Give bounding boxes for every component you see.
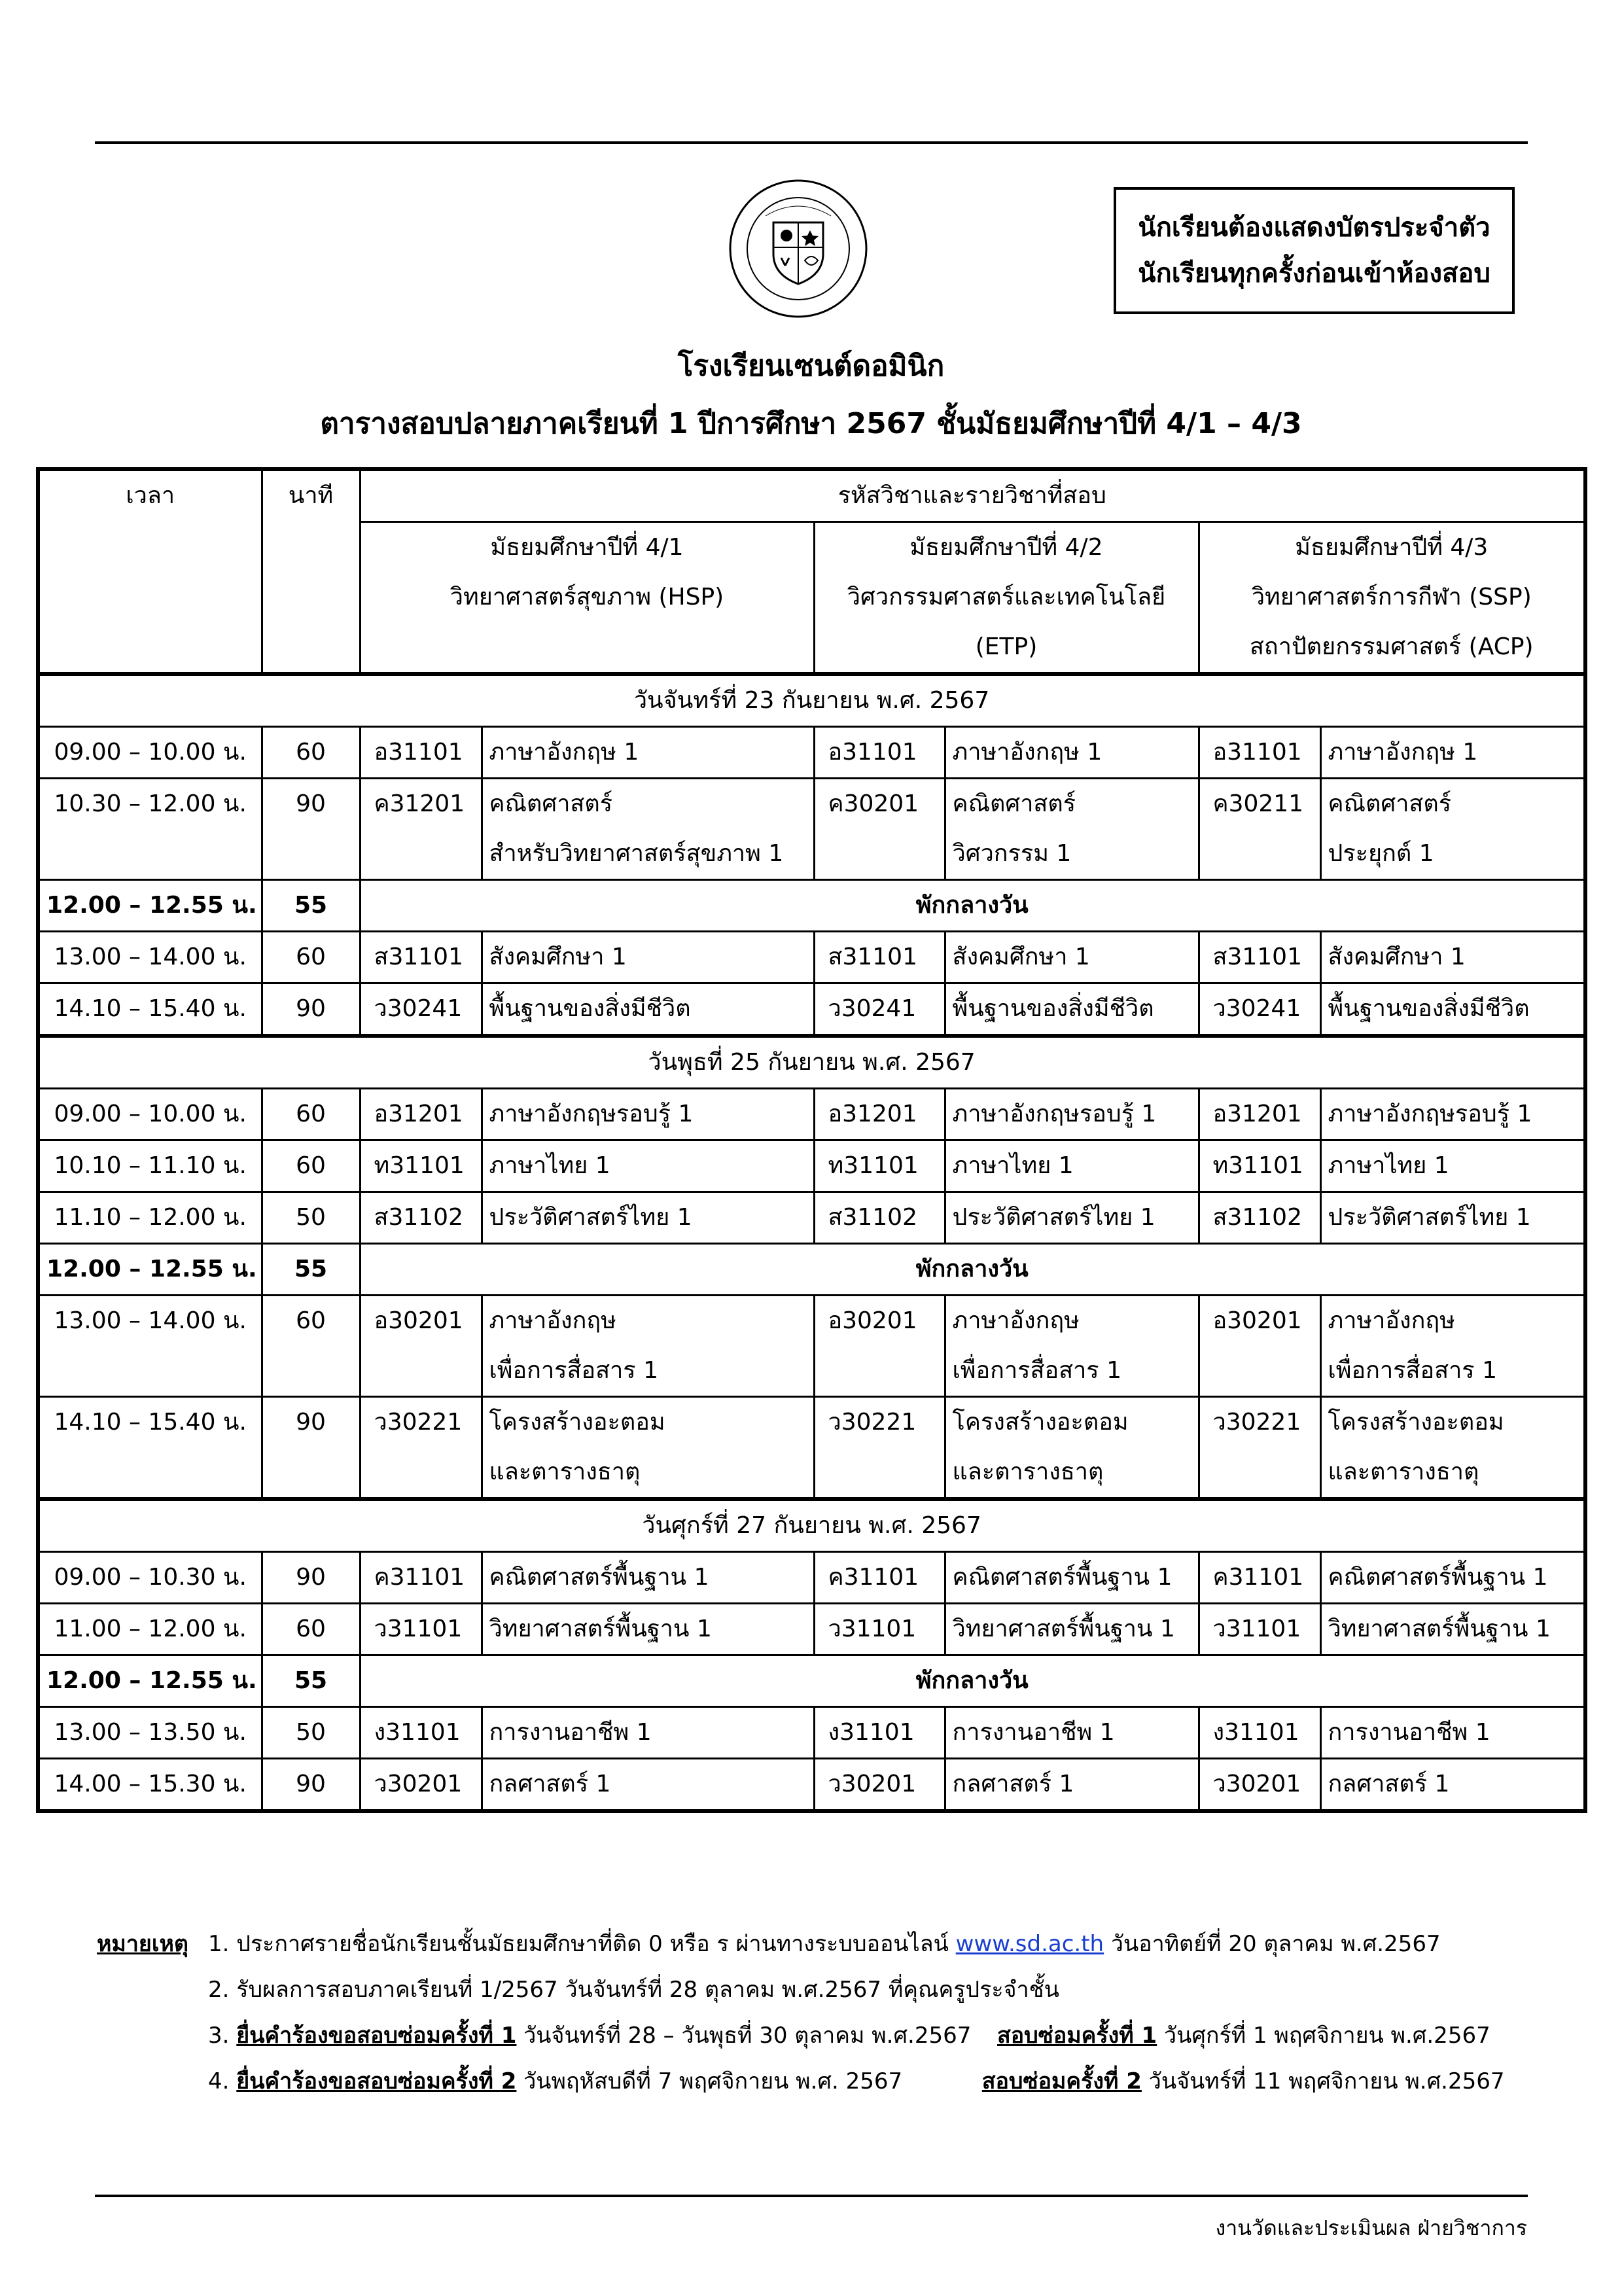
subject-name [482,1604,814,1655]
subject-name-line: เพื่อการสื่อสาร 1 [489,1357,658,1384]
subject-code: ว30201 [814,1759,945,1812]
subject-code: ว30221 [814,1397,945,1500]
subject-code: ว31101 [1199,1604,1320,1655]
notes-label: หมายเหตุ [97,1931,188,1957]
time-cell: 13.00 – 14.00 น. [38,932,262,983]
subject-name [1320,727,1585,779]
subject-name-line: วิทยาศาสตร์พื้นฐาน 1 [1328,1616,1551,1642]
lunch-break: พักกลางวัน [360,1655,1585,1707]
subject-name-line: การงานอาชีพ 1 [952,1719,1115,1746]
subject-name-line: ภาษาอังกฤษ [952,1307,1080,1334]
subject-name-line: ภาษาไทย 1 [1328,1152,1449,1179]
note-3-retest-label: สอบซ่อมครั้งที่ 1 [997,2022,1157,2049]
subject-name-line: และตารางธาตุ [1328,1458,1479,1485]
subject-name-line: โครงสร้างอะตอม [952,1409,1129,1436]
subject-code: ค31201 [360,779,482,880]
exam-row [38,1759,1585,1812]
class-4-3-level: มัธยมศึกษาปีที่ 4/3 [1295,534,1489,561]
time-cell: 09.00 – 10.30 น. [38,1552,262,1604]
subject-code: ส31101 [814,932,945,983]
table-header-row-1 [38,469,1585,522]
subject-name [945,1192,1199,1244]
lunch-break: พักกลางวัน [360,1244,1585,1296]
subject-name [1320,1089,1585,1140]
minutes-cell: 60 [262,1089,360,1140]
subject-name [482,983,814,1036]
subject-name-line: เพื่อการสื่อสาร 1 [1328,1357,1497,1384]
top-divider [95,141,1528,144]
subject-name-line: ภาษาอังกฤษ [489,1307,616,1334]
subject-code: ว30241 [360,983,482,1036]
subject-name-line: และตารางธาตุ [952,1458,1104,1485]
lunch-break: พักกลางวัน [360,880,1585,932]
minutes-cell: 90 [262,779,360,880]
subject-name-line: ภาษาไทย 1 [489,1152,610,1179]
subject-name-line: ภาษาอังกฤษ [1328,1307,1455,1334]
minutes-cell: 55 [262,880,360,932]
note-4-request-date: วันพฤหัสบดีที่ 7 พฤศจิกายน พ.ศ. 2567 [523,2068,903,2094]
class-4-2-level: มัธยมศึกษาปีที่ 4/2 [909,534,1103,561]
website-link[interactable]: www.sd.ac.th [955,1931,1104,1957]
subject-name [482,1552,814,1604]
subject-name-line: ภาษาอังกฤษ 1 [489,739,639,766]
subject-name-line: คณิตศาสตร์ [1328,790,1452,817]
note-4-retest-label: สอบซ่อมครั้งที่ 2 [981,2068,1142,2094]
exam-row [38,1707,1585,1759]
class-4-2-program-code: (ETP) [975,633,1038,660]
note-4-request-label: ยื่นคำร้องขอสอบซ่อมครั้งที่ 2 [236,2068,517,2094]
time-cell: 12.00 – 12.55 น. [38,880,262,932]
subject-name-line: กลศาสตร์ 1 [489,1771,611,1797]
subject-name-line: ภาษาอังกฤษรอบรู้ 1 [952,1101,1157,1127]
subject-name-line: คณิตศาสตร์ [952,790,1076,817]
subject-code: ค31101 [814,1552,945,1604]
exam-row [38,1552,1585,1604]
subject-code: ว30201 [360,1759,482,1812]
subject-name [1320,1397,1585,1500]
note-3-number: 3. [208,2022,230,2049]
subject-name [945,1759,1199,1812]
subject-name [945,1296,1199,1397]
note-1-date: วันอาทิตย์ที่ 20 ตุลาคม พ.ศ.2567 [1110,1931,1441,1957]
subject-name [1320,1759,1585,1812]
subject-name [482,1397,814,1500]
note-2-text: 2. รับผลการสอบภาคเรียนที่ 1/2567 วันจันทร์ที่ 28 ตุลาคม พ.ศ.2567 ที่คุณครูประจำชั้น [208,1977,1059,2003]
subject-name-line: ภาษาอังกฤษรอบรู้ 1 [489,1101,694,1127]
header-class-4-3 [1199,522,1585,675]
subject-code: อ31201 [1199,1089,1320,1140]
subject-name [945,1552,1199,1604]
note-3-retest-date: วันศุกร์ที่ 1 พฤศจิกายน พ.ศ.2567 [1164,2022,1490,2049]
note-3-request-label: ยื่นคำร้องขอสอบซ่อมครั้งที่ 1 [236,2022,517,2049]
subject-code: อ30201 [360,1296,482,1397]
note-3-request-date: วันจันทร์ที่ 28 – วันพุธที่ 30 ตุลาคม พ.ศ.2567 [523,2022,972,2049]
subject-code: ว31101 [360,1604,482,1655]
time-cell: 09.00 – 10.00 น. [38,727,262,779]
subject-name [482,932,814,983]
minutes-cell: 50 [262,1707,360,1759]
subject-code: อ31101 [360,727,482,779]
notice-line-1: นักเรียนต้องแสดงบัตรประจำตัว [1138,213,1490,243]
subject-name [945,1140,1199,1192]
note-4-number: 4. [208,2068,230,2094]
subject-name-line: กลศาสตร์ 1 [1328,1771,1450,1797]
note-1 [97,1921,1505,1967]
subject-code: อ31201 [360,1089,482,1140]
exam-row [38,1089,1585,1140]
subject-code: ว30221 [360,1397,482,1500]
minutes-cell: 90 [262,1759,360,1812]
school-logo [726,177,870,321]
exam-row [38,932,1585,983]
subject-name-line: สังคมศึกษา 1 [1328,944,1466,970]
subject-name-line: สำหรับวิทยาศาสตร์สุขภาพ 1 [489,840,784,867]
time-cell: 09.00 – 10.00 น. [38,1089,262,1140]
subject-name-line: โครงสร้างอะตอม [1328,1409,1504,1436]
subject-code: ส31102 [1199,1192,1320,1244]
subject-name [1320,1552,1585,1604]
subject-code: อ30201 [814,1296,945,1397]
subject-name [482,1707,814,1759]
subject-name-line: การงานอาชีพ 1 [1328,1719,1490,1746]
day-header-row [38,674,1585,727]
exam-row [38,1296,1585,1397]
time-cell: 13.00 – 14.00 น. [38,1296,262,1397]
bottom-divider [95,2195,1528,2197]
time-cell: 14.00 – 15.30 น. [38,1759,262,1812]
subject-name-line: คณิตศาสตร์พื้นฐาน 1 [489,1564,709,1591]
id-card-notice-box [1114,187,1515,314]
subject-name [1320,1296,1585,1397]
day-header-row [38,1499,1585,1552]
subject-name-line: พื้นฐานของสิ่งมีชีวิต [1328,995,1530,1022]
subject-code: อ30201 [1199,1296,1320,1397]
header-time: เวลา [38,469,262,674]
minutes-cell: 55 [262,1655,360,1707]
subject-name [482,1089,814,1140]
class-4-1-program: วิทยาศาสตร์สุขภาพ (HSP) [450,584,724,610]
subject-code: อ31201 [814,1089,945,1140]
footer-department: งานวัดและประเมินผล ฝ่ายวิชาการ [1215,2216,1527,2240]
time-cell: 12.00 – 12.55 น. [38,1655,262,1707]
minutes-cell: 60 [262,1604,360,1655]
day-header-row [38,1036,1585,1089]
subject-name-line: ประวัติศาสตร์ไทย 1 [1328,1204,1531,1231]
subject-name [945,1604,1199,1655]
subject-code: ง31101 [814,1707,945,1759]
subject-name [945,983,1199,1036]
subject-name-line: วิทยาศาสตร์พื้นฐาน 1 [952,1616,1175,1642]
subject-name [945,932,1199,983]
subject-name-line: วิศวกรรม 1 [952,840,1072,867]
subject-name [482,779,814,880]
exam-row [38,1140,1585,1192]
day-date: วันพุธที่ 25 กันยายน พ.ศ. 2567 [38,1036,1585,1089]
document-title: ตารางสอบปลายภาคเรียนที่ 1 ปีการศึกษา 2567 ชั้นมัธยมศึกษาปีที่ 4/1 – 4/3 [320,407,1302,440]
subject-name [482,1759,814,1812]
minutes-cell: 90 [262,983,360,1036]
minutes-cell: 50 [262,1192,360,1244]
time-cell: 11.00 – 12.00 น. [38,1604,262,1655]
note-1-text: 1. ประกาศรายชื่อนักเรียนชั้นมัธยมศึกษาที่ติด 0 หรือ ร ผ่านทางระบบออนไลน์ [208,1931,949,1957]
time-cell: 12.00 – 12.55 น. [38,1244,262,1296]
subject-name [1320,932,1585,983]
day-date: วันศุกร์ที่ 27 กันยายน พ.ศ. 2567 [38,1499,1585,1552]
subject-name-line: ภาษาอังกฤษรอบรู้ 1 [1328,1101,1532,1127]
exam-row [38,1397,1585,1500]
subject-code: ง31101 [1199,1707,1320,1759]
header-subjects: รหัสวิชาและรายวิชาที่สอบ [360,469,1585,522]
subject-name-line: เพื่อการสื่อสาร 1 [952,1357,1121,1384]
lunch-row [38,1244,1585,1296]
notice-line-2: นักเรียนทุกครั้งก่อนเข้าห้องสอบ [1138,258,1490,289]
subject-name [945,1707,1199,1759]
time-cell: 14.10 – 15.40 น. [38,1397,262,1500]
subject-name-line: ประวัติศาสตร์ไทย 1 [489,1204,692,1231]
day-date: วันจันทร์ที่ 23 กันยายน พ.ศ. 2567 [38,674,1585,727]
subject-code: ว31101 [814,1604,945,1655]
class-4-2-program: วิศวกรรมศาสตร์และเทคโนโลยี [847,584,1166,610]
minutes-cell: 60 [262,727,360,779]
subject-code: ค31101 [360,1552,482,1604]
notes-section [97,1921,1505,2104]
note-4-retest-date: วันจันทร์ที่ 11 พฤศจิกายน พ.ศ.2567 [1148,2068,1505,2094]
class-4-3-program-2: สถาปัตยกรรมศาสตร์ (ACP) [1249,633,1534,660]
subject-name [1320,983,1585,1036]
exam-row [38,1604,1585,1655]
time-cell: 10.30 – 12.00 น. [38,779,262,880]
subject-name [482,1296,814,1397]
subject-name [482,727,814,779]
subject-code: อ31101 [1199,727,1320,779]
minutes-cell: 60 [262,1296,360,1397]
subject-name-line: คณิตศาสตร์ [489,790,613,817]
subject-name [945,727,1199,779]
time-cell: 10.10 – 11.10 น. [38,1140,262,1192]
exam-schedule-table [36,467,1587,1813]
minutes-cell: 60 [262,932,360,983]
lunch-row [38,880,1585,932]
subject-name-line: วิทยาศาสตร์พื้นฐาน 1 [489,1616,712,1642]
note-4 [97,2058,1505,2104]
subject-name-line: ภาษาอังกฤษ 1 [1328,739,1478,766]
subject-name-line: โครงสร้างอะตอม [489,1409,665,1436]
subject-name [1320,1604,1585,1655]
exam-row [38,727,1585,779]
exam-row [38,779,1585,880]
subject-code: ส31101 [360,932,482,983]
time-cell: 11.10 – 12.00 น. [38,1192,262,1244]
subject-code: ท31101 [1199,1140,1320,1192]
subject-name [1320,1707,1585,1759]
minutes-cell: 90 [262,1397,360,1500]
subject-code: ค30201 [814,779,945,880]
subject-code: ส31101 [1199,932,1320,983]
subject-code: ว30201 [1199,1759,1320,1812]
subject-name-line: กลศาสตร์ 1 [952,1771,1074,1797]
lunch-row [38,1655,1585,1707]
header-class-4-2 [814,522,1199,675]
subject-name-line: พื้นฐานของสิ่งมีชีวิต [489,995,691,1022]
subject-code: ว30241 [814,983,945,1036]
minutes-cell: 90 [262,1552,360,1604]
school-name: โรงเรียนเซนต์ดอมินิก [677,349,945,383]
subject-code: อ31101 [814,727,945,779]
subject-name [482,1140,814,1192]
subject-name [1320,1192,1585,1244]
time-cell: 13.00 – 13.50 น. [38,1707,262,1759]
subject-name-line: ภาษาอังกฤษ 1 [952,739,1102,766]
note-3 [97,2013,1505,2058]
subject-name-line: ประยุกต์ 1 [1328,840,1434,867]
subject-code: ว30241 [1199,983,1320,1036]
subject-name-line: ภาษาไทย 1 [952,1152,1074,1179]
exam-row [38,983,1585,1036]
time-cell: 14.10 – 15.40 น. [38,983,262,1036]
note-2 [97,1967,1505,2013]
subject-code: ค31101 [1199,1552,1320,1604]
subject-code: ส31102 [360,1192,482,1244]
subject-code: ว30221 [1199,1397,1320,1500]
subject-name-line: และตารางธาตุ [489,1458,641,1485]
class-4-1-level: มัธยมศึกษาปีที่ 4/1 [490,534,684,561]
minutes-cell: 60 [262,1140,360,1192]
subject-name [1320,779,1585,880]
subject-name [945,1397,1199,1500]
subject-code: ง31101 [360,1707,482,1759]
subject-name [482,1192,814,1244]
minutes-cell: 55 [262,1244,360,1296]
subject-code: ส31102 [814,1192,945,1244]
subject-name [945,779,1199,880]
subject-name-line: สังคมศึกษา 1 [489,944,627,970]
subject-name [1320,1140,1585,1192]
subject-name-line: คณิตศาสตร์พื้นฐาน 1 [1328,1564,1548,1591]
header-minutes: นาที [262,469,360,674]
subject-name-line: คณิตศาสตร์พื้นฐาน 1 [952,1564,1172,1591]
subject-name-line: การงานอาชีพ 1 [489,1719,652,1746]
header-class-4-1 [360,522,814,675]
class-4-3-program-1: วิทยาศาสตร์การกีฬา (SSP) [1251,584,1532,610]
subject-name [945,1089,1199,1140]
subject-name-line: สังคมศึกษา 1 [952,944,1090,970]
subject-name-line: พื้นฐานของสิ่งมีชีวิต [952,995,1154,1022]
subject-code: ท31101 [814,1140,945,1192]
exam-row [38,1192,1585,1244]
subject-name-line: ประวัติศาสตร์ไทย 1 [952,1204,1155,1231]
subject-code: ท31101 [360,1140,482,1192]
subject-code: ค30211 [1199,779,1320,880]
